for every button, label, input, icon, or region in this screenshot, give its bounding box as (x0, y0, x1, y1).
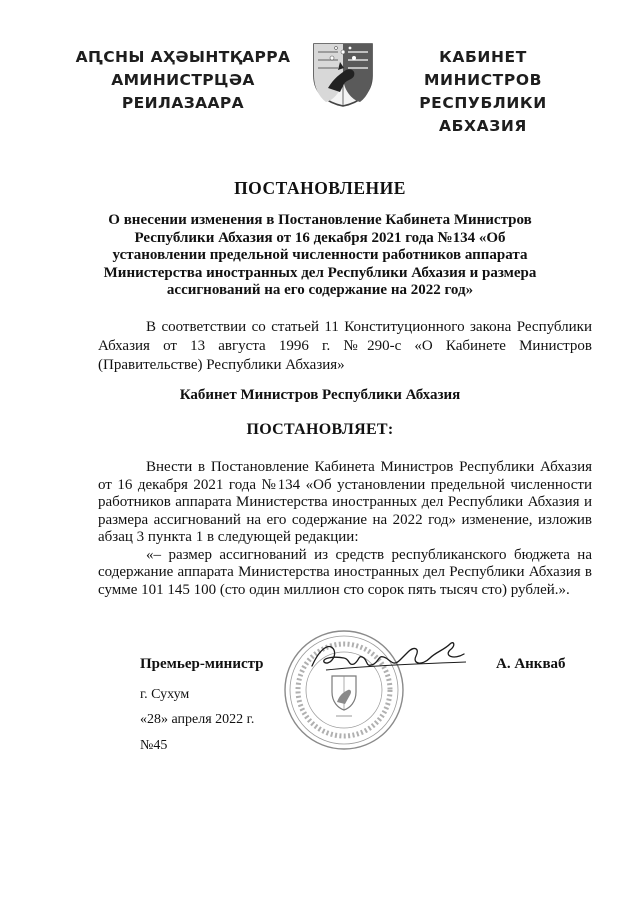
signatory-name: А. Анкваб (496, 656, 566, 672)
document-date: «28» апреля 2022 г. (140, 712, 255, 727)
preamble-paragraph: В соответствии со статьей 11 Конституционного закона Республики Абхазия от 13 августа 1996 г. №290-с «О Кабинете Министров (Правительстве) Республики Абхазия» (98, 319, 592, 373)
decrees-heading: ПОСТАНОВЛЯЕТ: (246, 421, 394, 438)
document-place: г. Сухум (140, 687, 190, 702)
issuing-body: Кабинет Министров Республики Абхазия (179, 387, 461, 403)
document-number: №45 (140, 738, 168, 753)
document-title: ПОСТАНОВЛЕНИЕ (234, 178, 406, 198)
document-subject: О внесении изменения в Постановление Кабинета Министров Республики Абхазия от 16 декабря 2021 года №134 «Об установлении предельной численности работников аппарата Министерства иностранных дел Республики Абхазия и размера ассигнований на его содержание на 2022 год» (103, 212, 537, 298)
body-paragraph-new-wording: «– размер ассигнований из средств республиканского бюджета на содержание аппарата Министерства иностранных дел Республики Абхазия в сумме 101 145 100 (сто один миллион сто сорок пять тысяч сто) рублей.». (98, 546, 592, 598)
letterhead-abkhaz-line1: АԤСНЫ АҲӘЫНТҚАРРА (75, 48, 291, 66)
letterhead-abkhaz (58, 46, 308, 115)
body-paragraph-amendment: Внести в Постановление Кабинета Министров Республики Абхазия от 16 декабря 2021 года №134 «Об установлении предельной численности работников аппарата Министерства иностранных дел Республики Абхазия и размера ассигнований на его содержание на 2022 год» изменение, изложив абзац 3 пункта 1 в следующей редакции: (98, 459, 592, 545)
letterhead-abkhaz-line2: АМИНИСТРЦӘА РЕИЛАЗААРА (111, 71, 255, 112)
coat-of-arms-icon (310, 40, 376, 108)
signatory-title: Премьер-министр (140, 656, 264, 672)
letterhead-russian-line1: КАБИНЕТ МИНИСТРОВ (423, 48, 543, 89)
document-body (98, 459, 592, 599)
letterhead-russian-line2: РЕСПУБЛИКИ АБХАЗИЯ (419, 94, 547, 135)
handwritten-signature-icon (304, 636, 474, 678)
letterhead-russian (378, 46, 588, 138)
